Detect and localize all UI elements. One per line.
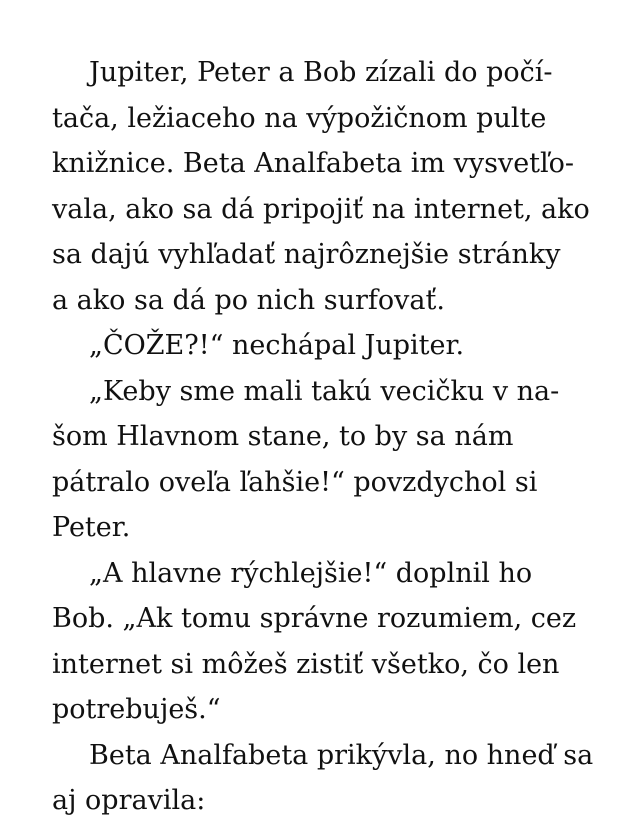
- text-line: sa dajú vyhľadať najrôznejšie stránky: [52, 239, 561, 270]
- text-line: aj opravila:: [52, 785, 206, 816]
- text-line: vala, ako sa dá pripojiť na internet, ako: [52, 193, 590, 225]
- text-line: internet si môžeš zistiť všetko, čo len: [52, 648, 560, 680]
- text-line: Peter.: [52, 512, 131, 543]
- text-line: „ČOŽE?!“ nechápal Jupiter.: [89, 330, 465, 361]
- text-line: šom Hlavnom stane, to by sa nám: [52, 421, 514, 452]
- text-line: Beta Analfabeta prikývla, no hneď sa: [89, 739, 594, 771]
- text-line: knižnice. Beta Analfabeta im vysvetľo-: [52, 148, 575, 179]
- text-line: pátralo oveľa ľahšie!“ povzdychol si: [52, 466, 538, 498]
- text-line: tača, ležiaceho na výpožičnom pulte: [52, 102, 547, 134]
- text-line: „Keby sme mali takú vecičku v na-: [89, 375, 560, 407]
- text-line: Bob. „Ak tomu správne rozumiem, cez: [52, 603, 577, 634]
- body-text: [52, 50, 592, 824]
- text-line: a ako sa dá po nich surfovať.: [52, 284, 445, 316]
- text-line: „A hlavne rýchlejšie!“ doplnil ho: [89, 557, 533, 589]
- text-line: potrebuješ.“: [52, 694, 221, 725]
- text-line: Jupiter, Peter a Bob zízali do počí-: [89, 57, 553, 88]
